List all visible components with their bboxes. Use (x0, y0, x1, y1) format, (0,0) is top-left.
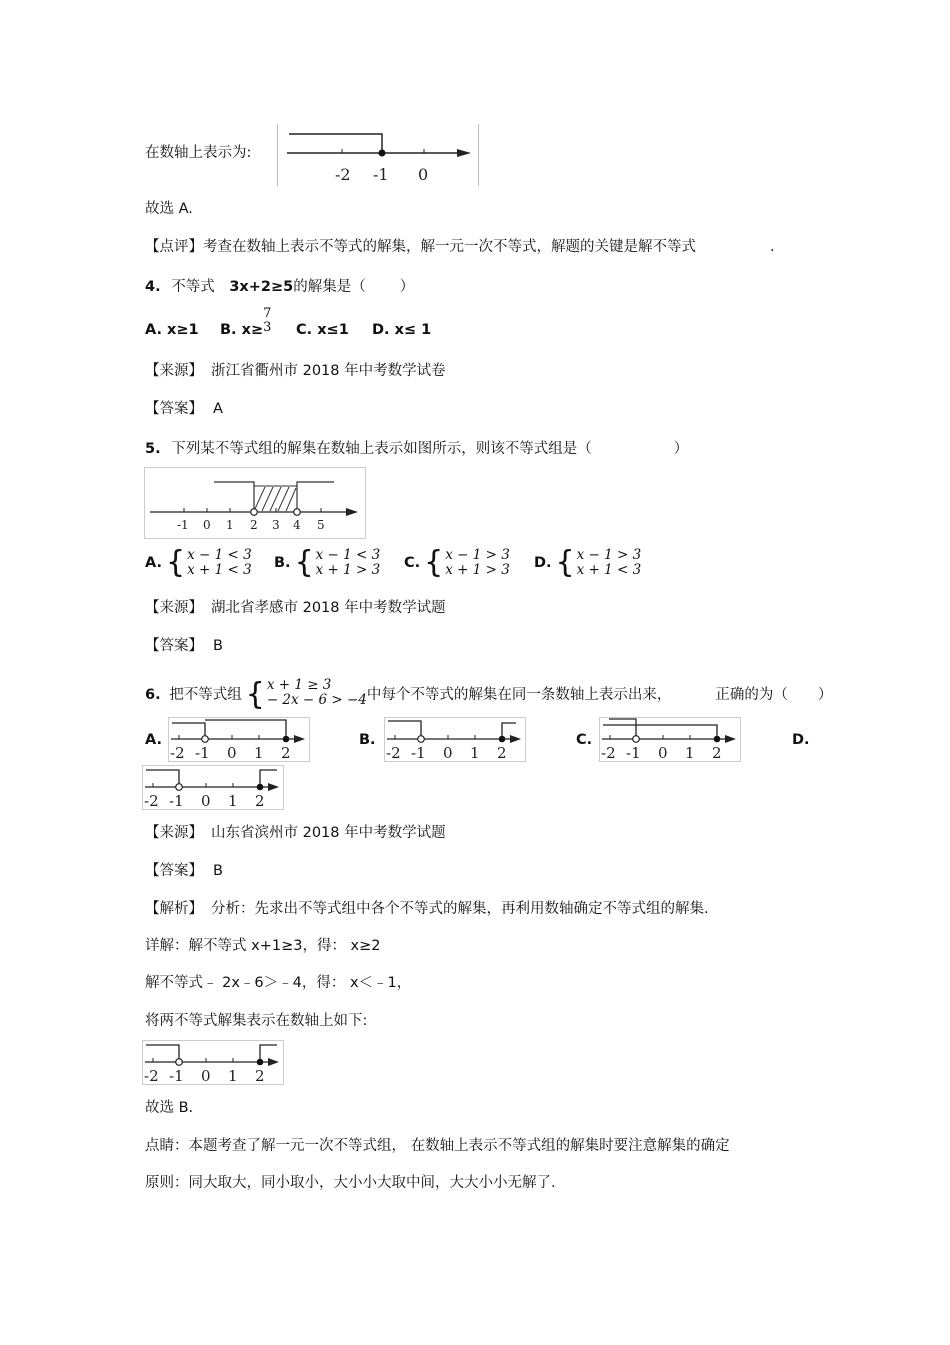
question-4-answer (145, 399, 223, 419)
question-4-option-a: A. x≥1 (145, 322, 199, 338)
tick-label: 2 (255, 792, 265, 810)
inequality-expression: 3x+2≥5 (229, 279, 294, 295)
tick-label: 0 (443, 744, 453, 762)
question-6-analysis (145, 899, 709, 919)
tick-label: -2 (386, 744, 401, 762)
tick-label: 2 (255, 1067, 265, 1085)
stem-text: 正确的为（ (715, 687, 788, 703)
number-line-solution (142, 1040, 284, 1085)
remark-line-1: 点睛：本题考查了解一元一次不等式组， 在数轴上表示不等式组的解集时要注意解集的确定 (145, 1138, 730, 1154)
answer-text: B (213, 863, 223, 879)
comment-line (145, 237, 775, 257)
question-6-source (145, 823, 446, 843)
choice-text: 故选 A. (145, 201, 193, 217)
tick-label: 2 (712, 744, 722, 762)
tick-label: -1 (411, 744, 426, 762)
system-line: x + 1 > 3 (445, 562, 510, 578)
tick-label: 2 (497, 744, 507, 762)
tick-label: 0 (201, 1067, 211, 1085)
comment-text: 考查在数轴上表示不等式的解集，解一元一次不等式，解题的关键是解不等式 (203, 239, 696, 255)
tick-label: 1 (254, 744, 264, 762)
answer-tag: 【答案】 (145, 863, 203, 879)
tick-label: -1 (626, 744, 641, 762)
analysis-text: 分析：先求出不等式组中各个不等式的解集，再利用数轴确定不等式组的解集. (211, 901, 709, 917)
option-label: B. (274, 555, 291, 571)
question-5-option-c: C. { x − 1 > 3 x + 1 > 3 (404, 545, 510, 580)
detail-line-3: 将两不等式解集表示在数轴上如下: (145, 1013, 368, 1029)
stem-text: ） (399, 279, 415, 295)
detail-line-2: 解不等式﹣ 2x﹣6＞﹣4，得： x＜﹣1， (145, 975, 412, 991)
question-6-option-a-label: A. (145, 732, 162, 748)
source-text: 山东省滨州市 2018 年中考数学试题 (211, 825, 446, 841)
number-line-option-a (168, 717, 310, 762)
question-6-option-b-label: B. (359, 732, 376, 748)
question-6-option-c-label: C. (576, 732, 593, 748)
tick-label: 1 (228, 1067, 238, 1085)
tick-label: 0 (201, 792, 211, 810)
source-tag: 【来源】 (145, 600, 203, 616)
system-line: x + 1 ≥ 3 (266, 677, 332, 693)
question-4-stem (145, 277, 414, 297)
option-label: C. (404, 555, 421, 571)
answer-tag: 【答案】 (145, 638, 203, 654)
question-5-stem (145, 439, 688, 459)
tick-label: -1 (373, 165, 389, 184)
question-5-source (145, 598, 446, 618)
question-number: 6. (145, 687, 161, 703)
question-6-option-d-label: D. (792, 732, 810, 748)
tick-label: -2 (601, 744, 616, 762)
comment-end: . (770, 239, 775, 255)
tick-label: 1 (228, 792, 238, 810)
stem-text: ） (673, 441, 689, 457)
option-label: A. (145, 555, 162, 571)
question-5-option-d: D. { x − 1 > 3 x + 1 < 3 (534, 545, 642, 580)
system-line: x + 1 > 3 (315, 562, 381, 578)
tick-label: 1 (470, 744, 480, 762)
tick-label: -1 (169, 1067, 184, 1085)
stem-text: 下列某不等式组的解集在数轴上表示如图所示，则该不等式组是（ (171, 441, 592, 457)
tick-label: 0 (658, 744, 668, 762)
system-line: x + 1 < 3 (576, 562, 642, 578)
question-5-option-b: B. { x − 1 < 3 x + 1 > 3 (274, 545, 381, 580)
question-4-option-c: C. x≤1 (296, 322, 349, 338)
number-line-option-c (599, 717, 741, 762)
intro-text: 在数轴上表示为: (145, 145, 252, 161)
option-label: B. x≥ (220, 322, 264, 338)
tick-label: 0 (203, 518, 211, 532)
question-5-option-a: A. { x − 1 < 3 x + 1 < 3 (145, 545, 252, 580)
question-number: 5. (145, 441, 161, 457)
option-label: D. (534, 555, 552, 571)
source-tag: 【来源】 (145, 363, 203, 379)
tick-label: 2 (250, 518, 258, 532)
answer-tag: 【答案】 (145, 401, 203, 417)
system-line: x − 1 < 3 (315, 547, 381, 563)
stem-text: ） (817, 687, 833, 703)
tick-label: -2 (144, 1067, 159, 1085)
question-5-answer (145, 636, 223, 656)
question-6-stem: 6. 把不等式组 { x + 1 ≥ 3 − 2x − 6 > −4 中每个不等式的解集在同一条数轴上表示出来， 正确的为（ ） (145, 677, 833, 712)
tick-label: 3 (272, 518, 280, 532)
number-line-figure-q5 (144, 467, 366, 539)
tick-label: -1 (169, 792, 184, 810)
tick-label: -2 (144, 792, 159, 810)
tick-label: -1 (195, 744, 210, 762)
stem-text: 中每个不等式的解集在同一条数轴上表示出来， (366, 687, 672, 703)
tick-label: 4 (293, 518, 301, 532)
tick-label: -1 (177, 518, 189, 532)
stem-text: 把不等式组 (169, 687, 242, 703)
choice-text-q6: 故选 B. (145, 1100, 194, 1116)
fraction-numerator: 7 (263, 306, 272, 321)
tick-label: 1 (685, 744, 695, 762)
comment-tag: 【点评】 (145, 239, 203, 255)
question-4-option-d: D. x≤ 1 (372, 322, 432, 338)
question-number: 4. (145, 279, 161, 295)
number-line-option-b (384, 717, 526, 762)
tick-label: 5 (317, 518, 325, 532)
answer-text: A (213, 401, 223, 417)
source-text: 浙江省衢州市 2018 年中考数学试卷 (211, 363, 446, 379)
tick-label: 0 (227, 744, 237, 762)
tick-label: 0 (418, 165, 429, 184)
tick-label: -2 (335, 165, 351, 184)
tick-label: 1 (226, 518, 234, 532)
question-4-source (145, 361, 446, 381)
number-line-figure-1 (277, 124, 479, 186)
system-line: − 2x − 6 > −4 (266, 692, 367, 708)
system-line: x − 1 > 3 (445, 547, 510, 563)
answer-text: B (213, 638, 223, 654)
tick-label: 2 (281, 744, 291, 762)
analysis-tag: 【解析】 (145, 901, 203, 917)
source-text: 湖北省孝感市 2018 年中考数学试题 (211, 600, 446, 616)
stem-text: 的解集是（ (293, 279, 366, 295)
number-line-option-d (142, 765, 284, 810)
question-6-answer (145, 861, 223, 881)
system-line: x − 1 < 3 (187, 547, 252, 563)
system-line: x + 1 < 3 (187, 562, 252, 578)
fraction-denominator: 3 (263, 320, 272, 335)
detail-line-1: 详解：解不等式 x+1≥3，得： x≥2 (145, 938, 381, 954)
tick-label: -2 (170, 744, 185, 762)
question-4-option-b (220, 306, 272, 340)
source-tag: 【来源】 (145, 825, 203, 841)
system-line: x − 1 > 3 (576, 547, 642, 563)
stem-text: 不等式 (171, 279, 215, 295)
remark-line-2: 原则：同大取大，同小取小，大小小大取中间，大大小小无解了. (145, 1175, 556, 1191)
